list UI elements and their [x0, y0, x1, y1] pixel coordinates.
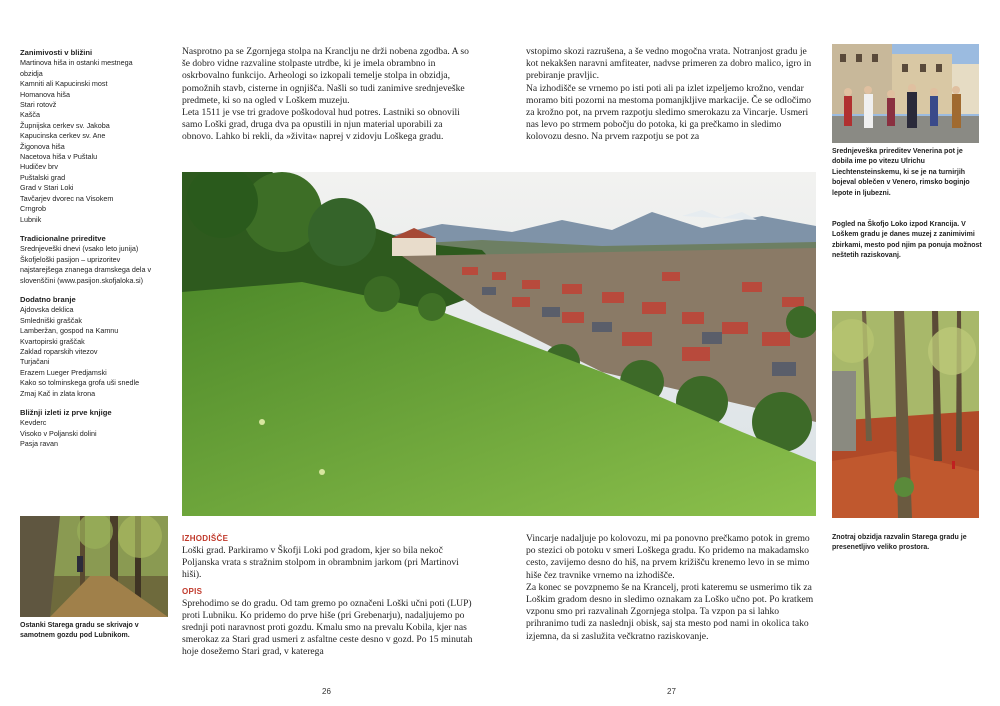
sidebar-heading: Dodatno branje: [20, 294, 76, 304]
list-item: Martinova hiša in ostanki mestnega obzidja: [20, 58, 133, 78]
paragraph: Za konec se povzpnemo še na Krancelj, proti kateremu se usmerimo tik za Loškim gradom desno in sledimo oznakam za Loško učno pot. Po kratkem vzponu smo pri razvalinah Zgornjega stolpa. Ta vzpon pa si lahko prihranimo tudi za naslednji obisk, saj sta mesto pod nami in okolica tako izjemna, da si zaslužita večkratno raziskovanje.: [526, 581, 814, 642]
list-item: Homanova hiša: [20, 89, 70, 99]
text-column-1-top: [182, 46, 472, 144]
paragraph: vstopimo skozi razrušena, a še vedno mogočna vrata. Notranjost gradu je kot nekakšen naravni amfiteater, nadvse primeren za dobro malico, igro in prebiranje pravljic.: [526, 46, 812, 82]
paragraph: Loški grad. Parkiramo v Škofji Loki pod gradom, kjer so bila nekoč Poljanska vrata s stražnim stolpom in obrambnim jarkom (pri Martinovi hiši).: [182, 545, 459, 581]
znotraj-caption: Znotraj obzidja razvalin Starega gradu je presenetljivo veliko prostora.: [832, 534, 967, 552]
venerina-festival-photo: [832, 44, 979, 143]
paragraph: Na izhodišče se vrnemo po isti poti ali pa izlet izpeljemo krožno, vendar moramo biti pozorni na mestoma pomanjkljive markacije. Če se odločimo za krožno pot, na prvem razpotju sledimo smerokazu za Vincarje. Usmeri nas levo po strmem pobočju do potoka, ki ga prečkamo in sledimo kolovozu desno. Na prvem razpotju se pot za: [526, 82, 812, 143]
venerina-caption: Srednjeveška prireditev Venerina pot je dobila ime po vitezu Ulrichu Liechtensteinskemu, ki se je na turnirjih bojeval oblečen v Venero, rimsko boginjo lepote in ljubezni.: [832, 148, 970, 197]
list-item: Lubnik: [20, 214, 42, 224]
ruins-forest-photo: [832, 311, 979, 518]
sidebar-section-trips: [20, 408, 152, 450]
list-item: Ajdovska deklica: [20, 305, 74, 315]
list-item: Žigonova hiša: [20, 141, 65, 151]
list-item: Hudičev brv: [20, 162, 58, 172]
section-heading-opis: OPIS: [182, 586, 203, 596]
sidebar-heading: Bližnji izleti iz prve knjige: [20, 408, 112, 417]
list-item: Škofjeloški pasijon – uprizoritev najstarejšega znanega dramskega dela v slovenščini (www.pasijon.skofjaloka.si): [20, 254, 152, 285]
list-item: Nacetova hiša v Puštalu: [20, 152, 98, 162]
skofja-loka-panorama-photo: [182, 172, 816, 516]
sidebar-heading: Tradicionalne prireditve: [20, 233, 106, 243]
list-item: Kevderc: [20, 418, 47, 428]
text-column-1-bottom: [182, 533, 477, 659]
paragraph: Vincarje nadaljuje po kolovozu, mi pa ponovno prečkamo potok in gremo po stezici ob potoku v smeri Loškega gradu. Ko pridemo na makadamsko cesto, zavijemo desno do hiš, na prvem križišču krenemo levo in se mimo hiše čez travnike vrnemo na izhodišče.: [526, 533, 810, 581]
forest-path-photo: [20, 516, 168, 617]
paragraph: Sprehodimo se do gradu. Od tam gremo po označeni Loški učni poti (LUP) proti Lubniku. Ko pridemo do prve hiše (pri Grebenarju), nadaljujemo po srednji poti naravnost proti gozdu. Kmalu smo na prevalu Kobila, kjer nas smerokaz za Stari grad usmeri z asfaltne ceste desno v gozd. Po 15 minutah hoje dosežemo Stari grad, v katerega: [182, 597, 473, 658]
list-item: Kapucinska cerkev sv. Ane: [20, 131, 106, 141]
list-item: Visoko v Poljanski dolini: [20, 428, 97, 438]
text-column-2-bottom: [526, 533, 816, 643]
page-number-left: 26: [322, 687, 331, 696]
list-item: Kako so tolminskega grofa uši snedle: [20, 378, 140, 388]
section-heading-izhodisce: IZHODIŠČE: [182, 534, 229, 543]
list-item: Srednjeveški dnevi (vsako leto junija): [20, 244, 139, 254]
list-item: Zaklad roparskih vitezov: [20, 346, 98, 356]
sidebar-section-reading: [20, 295, 152, 399]
list-item: Tavčarjev dvorec na Visokem: [20, 193, 114, 203]
list-item: Pasja ravan: [20, 439, 58, 449]
forest-photo-caption: Ostanki Starega gradu se skrivajo v samotnem gozdu pod Lubnikom.: [20, 622, 139, 640]
list-item: Smledniški graščak: [20, 315, 82, 325]
page-number-right: 27: [667, 687, 676, 696]
list-item: Lamberžan, gospod na Kamnu: [20, 326, 119, 336]
sidebar-section-nearby: [20, 48, 152, 225]
paragraph: Leta 1511 je vse tri gradove poškodoval hud potres. Lastniki so obnovili samo Loški grad, druga dva pa opustili in njun material uporabili za obnovo. Lahko bi rekli, da »živita« naprej v zidovju Loškega gradu.: [182, 107, 460, 143]
list-item: Župnijska cerkev sv. Jakoba: [20, 120, 110, 130]
list-item: Turjačani: [20, 357, 50, 367]
list-item: Kašča: [20, 110, 40, 120]
list-item: Zmaj Kač in zlata krona: [20, 388, 96, 398]
list-item: Stari rotovž: [20, 100, 57, 110]
list-item: Crngrob: [20, 204, 46, 214]
sidebar-heading: Zanimivosti v bližini: [20, 48, 93, 57]
pogled-caption: Pogled na Škofjo Loko izpod Krancija. V Loškem gradu je danes muzej z zanimivimi zbirkami, mesto pod njim pa ponuja možnost neštetih raziskovanj.: [832, 221, 982, 260]
list-item: Erazem Lueger Predjamski: [20, 367, 107, 377]
list-item: Puštalski grad: [20, 172, 66, 182]
paragraph: Nasprotno pa se Zgornjega stolpa na Kranclju ne drži nobena zgodba. A so še dobro vidne razvaline stolpaste utrdbe, ki je imela obrambno in oskrbovalno funkcijo. Arheologi so izkopali temelje stolpa in obzidja, pomožnih stavb, cisterne in ognjišča. Našli so tudi zanimive srednjeveške predmete, ki so na ogled v Loškem muzeju.: [182, 46, 469, 106]
sidebar-section-events: [20, 234, 152, 286]
list-item: Grad v Stari Loki: [20, 183, 74, 193]
text-column-2-top: [526, 46, 816, 144]
list-item: Kamniti ali Kapucinski most: [20, 79, 108, 89]
sidebar: [20, 48, 152, 459]
list-item: Kvartopirski graščak: [20, 336, 85, 346]
